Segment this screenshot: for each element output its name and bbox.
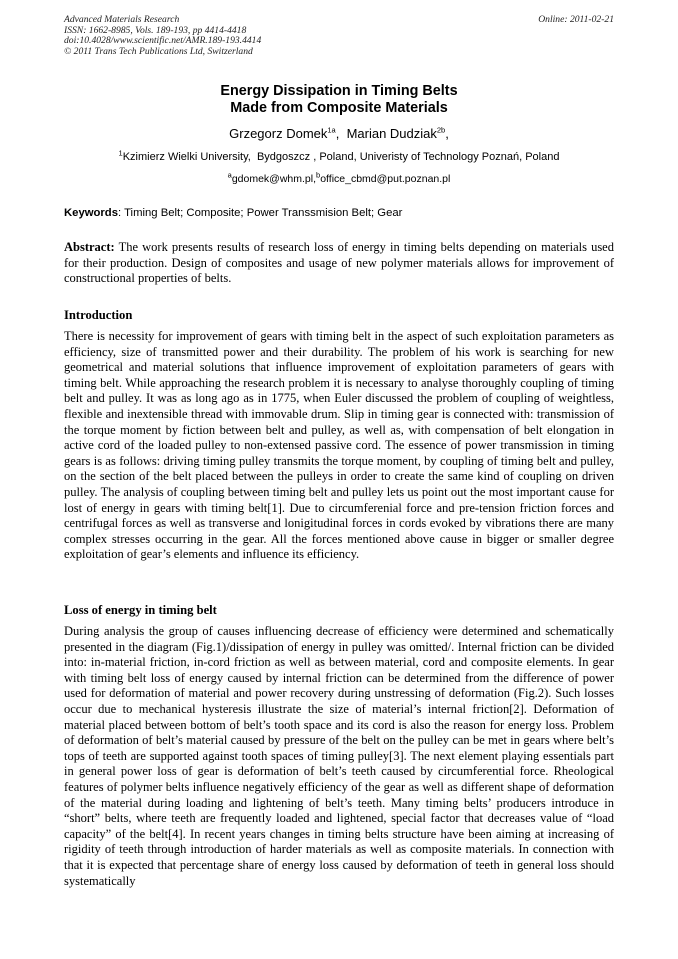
abstract-text: The work presents results of research loss of energy in timing belts depending on materials used for their production. Design of composites and usage of new polymer materials allows for improvement of constructional properties of belts. <box>64 240 614 286</box>
doi-line: doi:10.4028/www.scientific.net/AMR.189-193.4414 <box>64 35 262 47</box>
keywords-label: Keywords <box>64 207 118 219</box>
loss-of-energy-text: During analysis the group of causes influencing decrease of efficiency were determined and schematically presented in the diagram (Fig.1)/dissipation of energy in pulley was omitted/. Internal friction can be divided into: in-material friction, in-cord friction as well as between material, cord and composite elements. In gear with timing belt loss of energy caused by internal friction can be determined from the difference of power used for deformation of material and power recovery during unstressing of deformation (Fig.2). Such losses occur due to mechanical hysteresis illustrate the size of material’s internal friction[2]. Deformation of material placed between bottom of belt’s tooth space and its cord is also the reason for energy loss. Problem of deformation of belt’s material caused by pressure of the belt on the pulley can be met in gears where belt’s tops of teeth are supported against tooth spaces of timing pulley[3]. The next element playing essentials part in general power loss of gear is deformation of belt’s teeth caused by circumferential force. Rheological features of polymer belts influence negatively efficiency of the gear as well as different shape of deformation of the material during loading and lightening of belt’s teeth. Many timing belts’ producers introduce in “short” belts, where teeth are frequently loaded and lightened, special factor that decreases value of “load capacity” of the belt[4]. In recent years changes in timing belts structure have been aiming at increasing of rigidity of teeth through introduction of harder materials as well as composite materials. In connection with that it is expected that percentage share of energy loss caused by deformation of teeth in general loss should systematically <box>64 624 614 888</box>
loss-of-energy-heading: Loss of energy in timing belt <box>64 603 217 617</box>
email-b-superscript: b <box>316 170 321 180</box>
affiliation-line <box>0 148 678 163</box>
email-line <box>0 170 678 185</box>
author-2-name: Marian Dudziak <box>346 126 437 141</box>
online-date: Online: 2011-02-21 <box>538 14 614 25</box>
paper-title-line-1: Energy Dissipation in Timing Belts <box>220 83 458 99</box>
introduction-heading: Introduction <box>64 308 133 322</box>
copyright-line: © 2011 Trans Tech Publications Ltd, Switzerland <box>64 45 253 57</box>
abstract-label: Abstract: <box>64 240 115 254</box>
authors-line <box>0 126 678 141</box>
journal-name: Advanced Materials Research <box>64 14 180 25</box>
author-1-name: Grzegorz Domek <box>229 126 328 141</box>
email-a[interactable]: gdomek@whm.pl, <box>231 173 317 185</box>
introduction-text: There is necessity for improvement of gears with timing belt in the aspect of such exploitation parameters as efficiency, size of transmitted power and their durability. The problem of his work is searching for new geometrical and material solutions that influence improvement of exploitation parameters of gears with timing belt. While approaching the research problem it is necessary to analyse thoroughly coupling of timing belt and pulley. It was as long ago as in 1775, when Euler discussed the problem of coupling of weightless, flexible and inextensible thread with immovable drum. Slip in timing gear is connected with: transmission of the torque moment by fiction between belt and pulley, as well as, with compensation of belt elongation in active cord of the loaded pulley to non-extensed passive cord. The essence of power transmission in timing gears is as follows: driving timing pulley transmits the torque moment, by coupling of timing belt and pulley, on the section of the belt placed between the pulleys in order to create the same kind of coupling on driven pulley. The analysis of coupling between timing belt and pulley lets us point out the most important cause for lost of energy in gears with timing belt[1]. Due to circumferenial force and pre-tension friction forces and centrifugal forces as well as transverse and lonigitudinal forces in cords evoked by vibrations there are many complex stresses occurring in the gear. All the forces mentioned above cause in bigger or smaller degree exploitation of gear’s elements and influence its efficiency. <box>64 329 614 562</box>
issn-line: ISSN: 1662-8985, Vols. 189-193, pp 4414-4418 <box>64 24 247 36</box>
author-2-superscript: 2b <box>436 125 446 135</box>
author-trailing-comma: , <box>445 126 449 141</box>
author-separator: , <box>335 126 347 141</box>
paper-title-line-2: Made from Composite Materials <box>230 100 448 116</box>
email-b[interactable]: office_cbmd@put.poznan.pl <box>320 173 451 185</box>
abstract <box>64 240 614 287</box>
affiliation-superscript: 1 <box>118 148 123 158</box>
author-1-superscript: 1a <box>327 125 336 135</box>
keywords <box>64 207 614 219</box>
journal-header <box>64 15 614 57</box>
email-a-superscript: a <box>227 170 232 180</box>
keywords-text: : Timing Belt; Composite; Power Transsmision Belt; Gear <box>118 207 403 219</box>
affiliation-text: Kzimierz Wielki University, Bydgoszcz , Poland, Univeristy of Technology Poznań, Poland <box>122 151 560 163</box>
